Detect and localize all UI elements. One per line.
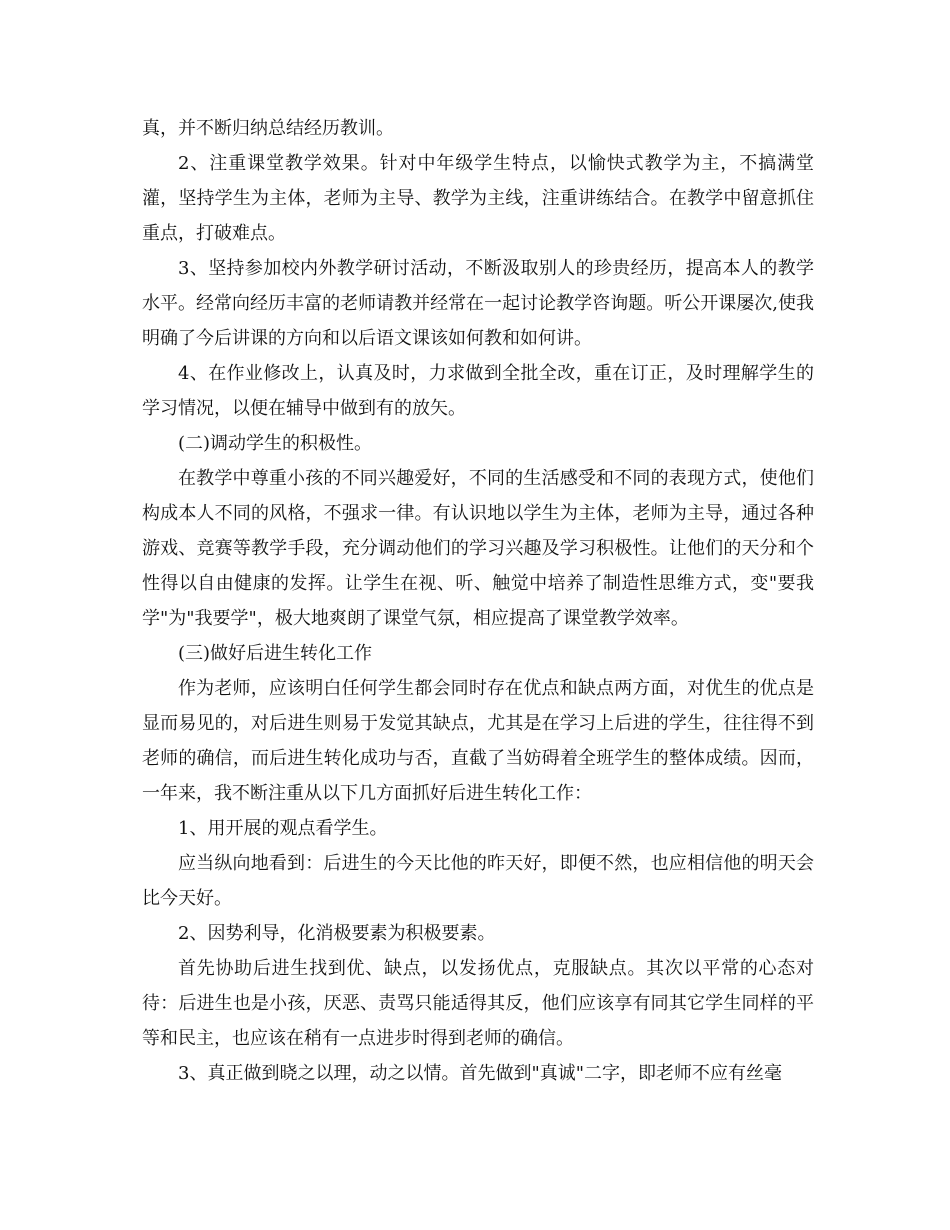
paragraph-item-1-body: 应当纵向地看到：后进生的今天比他的昨天好，即便不然，也应相信他的明天会比今天好。 bbox=[142, 853, 814, 909]
paragraph-item-4-homework: 4、在作业修改上，认真及时，力求做到全批全改，重在订正，及时理解学生的学习情况，以便在辅导中做到有的放矢。 bbox=[142, 363, 814, 419]
subheading-item-1-development: 1、用开展的观点看学生。 bbox=[178, 818, 388, 839]
section-heading-underachievers: (三)做好后进生转化工作 bbox=[178, 643, 373, 664]
paragraph-item-3-research: 3、坚持参加校内外教学研讨活动，不断汲取别人的珍贵经历，提高本人的教学水平。经常向经历丰富的老师请教并经常在一起讨论教学咨询题。听公开课屡次,使我明确了今后讲课的方向和以后语文课该如何教和如何讲。 bbox=[142, 258, 814, 349]
subheading-item-2-guidance: 2、因势利导，化消极要素为积极要素。 bbox=[178, 923, 496, 944]
paragraph-underachievers-intro: 作为老师，应该明白任何学生都会同时存在优点和缺点两方面，对优生的优点是显而易见的，对后进生则易于发觉其缺点，尤其是在学习上后进的学生，往往得不到老师的确信，而后进生转化成功与否，直截了当妨碍着全班学生的整体成绩。因而，一年来，我不断注重从以下几方面抓好后进生转化工作： bbox=[142, 678, 814, 804]
section-heading-motivation: (二)调动学生的积极性。 bbox=[178, 433, 373, 454]
paragraph-item-3-sincerity: 3、真正做到晓之以理，动之以情。首先做到"真诚"二字，即老师不应有丝毫 bbox=[178, 1063, 783, 1084]
paragraph-item-2-body: 首先协助后进生找到优、缺点，以发扬优点，克服缺点。其次以平常的心态对待：后进生也是小孩，厌恶、责骂只能适得其反，他们应该享有同其它学生同样的平等和民主，也应该在稍有一点进步时得到老师的确信。 bbox=[142, 958, 814, 1049]
paragraph-item-2-effect: 2、注重课堂教学效果。针对中年级学生特点，以愉快式教学为主，不搞满堂灌，坚持学生为主体，老师为主导、教学为主线，注重讲练结合。在教学中留意抓住重点，打破难点。 bbox=[142, 153, 814, 244]
paragraph-continuation: 真，并不断归纳总结经历教训。 bbox=[142, 118, 394, 139]
document-page bbox=[142, 111, 814, 1091]
paragraph-motivation-body: 在教学中尊重小孩的不同兴趣爱好，不同的生活感受和不同的表现方式，使他们构成本人不同的风格，不强求一律。有认识地以学生为主体，老师为主导，通过各种游戏、竞赛等教学手段，充分调动他们的学习兴趣及学习积极性。让他们的天分和个性得以自由健康的发挥。让学生在视、听、触觉中培养了制造性思维方式，变"要我学"为"我要学"，极大地爽朗了课堂气氛，相应提高了课堂教学效率。 bbox=[142, 468, 814, 629]
